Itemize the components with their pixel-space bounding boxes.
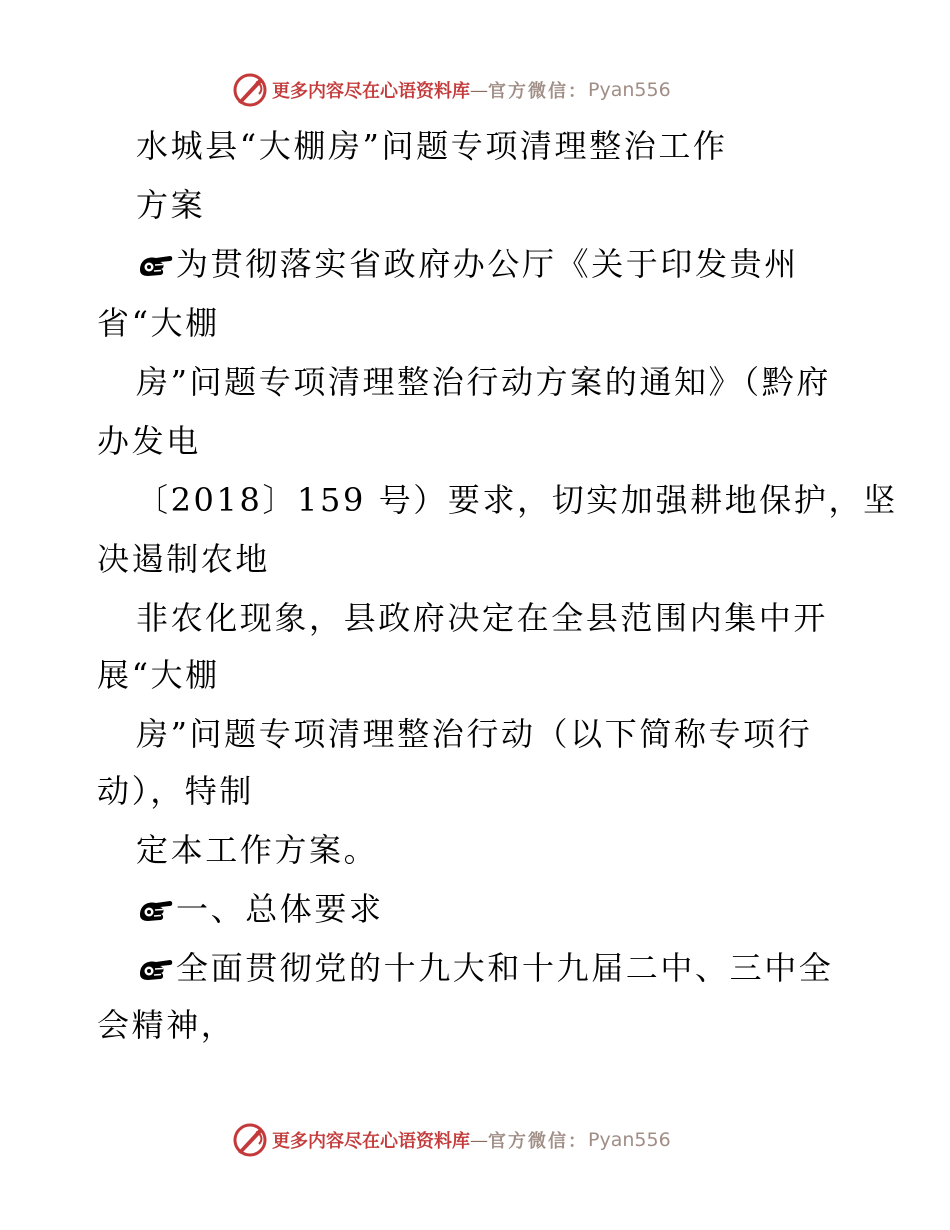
quill-logo-icon — [232, 72, 268, 108]
doc-title-line-1: 水城县“大棚房”问题专项清理整治工作 — [136, 127, 728, 165]
quill-logo-icon — [232, 1122, 268, 1158]
paragraph-line: 动），特制 — [97, 772, 255, 810]
banner-gray-text: 官方微信： — [488, 1131, 588, 1152]
paragraph-line: 房”问题专项清理整治行动方案的通知》（黔府 — [136, 363, 831, 401]
banner-red-text: 更多内容尽在心语资料库 — [272, 1131, 470, 1152]
banner-red-text: 更多内容尽在心语资料库 — [272, 81, 470, 102]
paragraph-line: 决遏制农地 — [97, 540, 271, 578]
hand-pointing-icon — [136, 893, 174, 925]
footer-watermark-banner — [232, 1122, 671, 1158]
hand-pointing-icon — [136, 952, 174, 984]
paragraph-line — [136, 948, 833, 988]
paragraph-line-text: 为贯彻落实省政府办公厅《关于印发贵州 — [176, 245, 799, 283]
paragraph-line: 会精神， — [97, 1006, 236, 1044]
paragraph-line: 房”问题专项清理整治行动（以下简称专项行 — [136, 715, 813, 753]
header-watermark-banner — [232, 72, 671, 108]
banner-dash: — — [470, 79, 488, 101]
section-heading — [136, 889, 384, 929]
paragraph-line: 展“大棚 — [97, 656, 220, 694]
paragraph-line: 省“大棚 — [97, 304, 220, 342]
banner-wechat-id: Pyan556 — [588, 1129, 671, 1151]
paragraph-line — [136, 244, 799, 284]
paragraph-line: 定本工作方案。 — [136, 831, 379, 869]
banner-gray-text: 官方微信： — [488, 81, 588, 102]
banner-dash: — — [470, 1129, 488, 1151]
section-heading-text: 一、总体要求 — [176, 890, 384, 928]
doc-title-line-2: 方案 — [136, 186, 206, 224]
hand-pointing-icon — [136, 248, 174, 280]
paragraph-line: 非农化现象，县政府决定在全县范围内集中开 — [136, 599, 829, 637]
banner-wechat-id: Pyan556 — [588, 79, 671, 101]
paragraph-line: 〔2018〕159 号）要求，切实加强耕地保护，坚 — [136, 481, 898, 519]
paragraph-line: 办发电 — [97, 422, 201, 460]
paragraph-line-text: 全面贯彻党的十九大和十九届二中、三中全 — [176, 949, 834, 987]
